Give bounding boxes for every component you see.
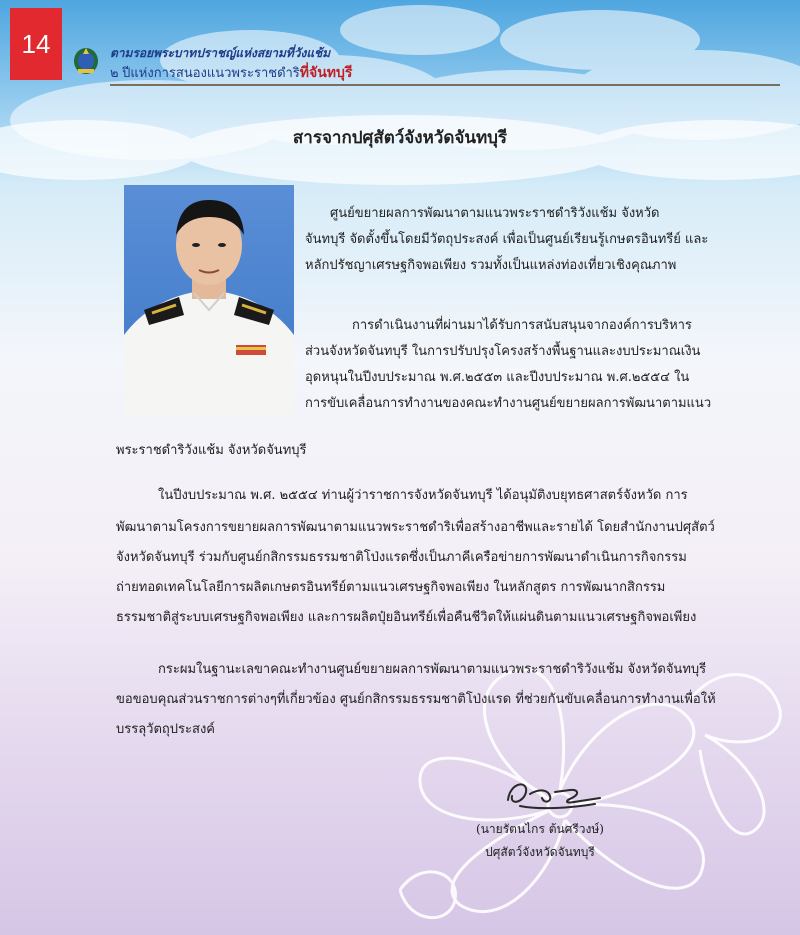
portrait-figure [124, 185, 294, 415]
text-line: ธรรมชาติสู่ระบบเศรษฐกิจพอเพียง และการผลิตปุ๋ยอินทรีย์เพื่อคืนชีวิตให้แผ่นดินตามแนวเศรษฐกิจพอเพียง [116, 610, 697, 625]
text-line: หลักปรัชญาเศรษฐกิจพอเพียง รวมทั้งเป็นแหล่งท่องเที่ยวเชิงคุณภาพ [305, 258, 677, 273]
paragraph-1-line-1 [330, 201, 659, 227]
text-line: การขับเคลื่อนการทำงานของคณะทำงานศูนย์ขยายผลการพัฒนาตามแนว [305, 396, 712, 411]
text-line: การดำเนินงานที่ผ่านมาได้รับการสนับสนุนจากองค์การบริหาร [352, 318, 692, 333]
text-line: จังหวัดจันทบุรี ร่วมกับศูนย์กสิกรรมธรรมชาติโป่งแรดซึ่งเป็นภาคีเครือข่ายการพัฒนาดำเนินการกิจกรรม [116, 550, 687, 565]
paragraph-3-line-1 [158, 483, 688, 509]
signer-name: (นายรัตนไกร ต้นศรีวงษ์) [476, 822, 604, 836]
series-subtitle-text: ๒ ปีแห่งการสนองแนวพระราชดำริ [110, 65, 300, 80]
paragraph-2-line-1 [352, 313, 692, 339]
text-line: บรรลุวัตถุประสงค์ [116, 722, 215, 737]
paragraph-4-rest [116, 685, 716, 745]
paragraph-4-line-1 [158, 657, 706, 683]
text-line: ขอขอบคุณส่วนราชการต่างๆที่เกี่ยวข้อง ศูนย์กสิกรรมธรรมชาติโป่งแรด ที่ช่วยกันขับเคลื่อนการทำงานเพื่อให้ [116, 692, 716, 707]
series-subtitle [110, 62, 352, 84]
text-line: ส่วนจังหวัดจันทบุรี ในการปรับปรุงโครงสร้างพื้นฐานและงบประมาณเงิน [305, 344, 701, 359]
handwritten-signature [500, 770, 610, 815]
paragraph-3-rest [116, 513, 715, 633]
header-divider [110, 84, 780, 86]
paragraph-2-rest [305, 339, 711, 417]
text-line: ถ่ายทอดเทคโนโลยีการผลิตเกษตรอินทรีย์ตามแนวเศรษฐกิจพอเพียง ในหลักสูตร การพัฒนากสิกรรม [116, 580, 666, 595]
page-number: 14 [10, 8, 62, 80]
text-line: อุดหนุนในปีงบประมาณ พ.ศ.๒๕๕๓ และปีงบประมาณ พ.ศ.๒๕๕๔ ใน [305, 370, 690, 385]
text-line: พระราชดำริวังแช้ม จังหวัดจันทบุรี [116, 443, 307, 458]
paragraph-2-last [116, 438, 307, 464]
department-emblem-icon [73, 45, 99, 75]
official-portrait [124, 185, 294, 415]
text-line: ในปีงบประมาณ พ.ศ. ๒๕๕๔ ท่านผู้ว่าราชการจังหวัดจันทบุรี ได้อนุมัติงบยุทธศาสตร์จังหวัด การ [158, 488, 688, 503]
text-line: ศูนย์ขยายผลการพัฒนาตามแนวพระราชดำริวังแช้ม จังหวัด [330, 206, 660, 221]
text-line: พัฒนาตามโครงการขยายผลการพัฒนาตามแนวพระราชดำริเพื่อสร้างอาชีพและรายได้ โดยสำนักงานปศุสัตว์ [116, 520, 715, 535]
series-title: ตามรอยพระบาทปราชญ์แห่งสยามที่วังแช้ม [110, 46, 331, 60]
paragraph-1-rest [305, 227, 708, 279]
signer-position: ปศุสัตว์จังหวัดจันทบุรี [485, 845, 595, 859]
page-title: สารจากปศุสัตว์จังหวัดจันทบุรี [292, 128, 508, 148]
text-line: กระผมในฐานะเลขาคณะทำงานศูนย์ขยายผลการพัฒนาตามแนวพระราชดำริวังแช้ม จังหวัดจันทบุรี [158, 662, 707, 677]
series-subtitle-strong: ที่จันทบุรี [299, 64, 353, 80]
text-line: จันทบุรี จัดตั้งขึ้นโดยมีวัตถุประสงค์ เพื่อเป็นศูนย์เรียนรู้เกษตรอินทรีย์ และ [305, 232, 709, 247]
